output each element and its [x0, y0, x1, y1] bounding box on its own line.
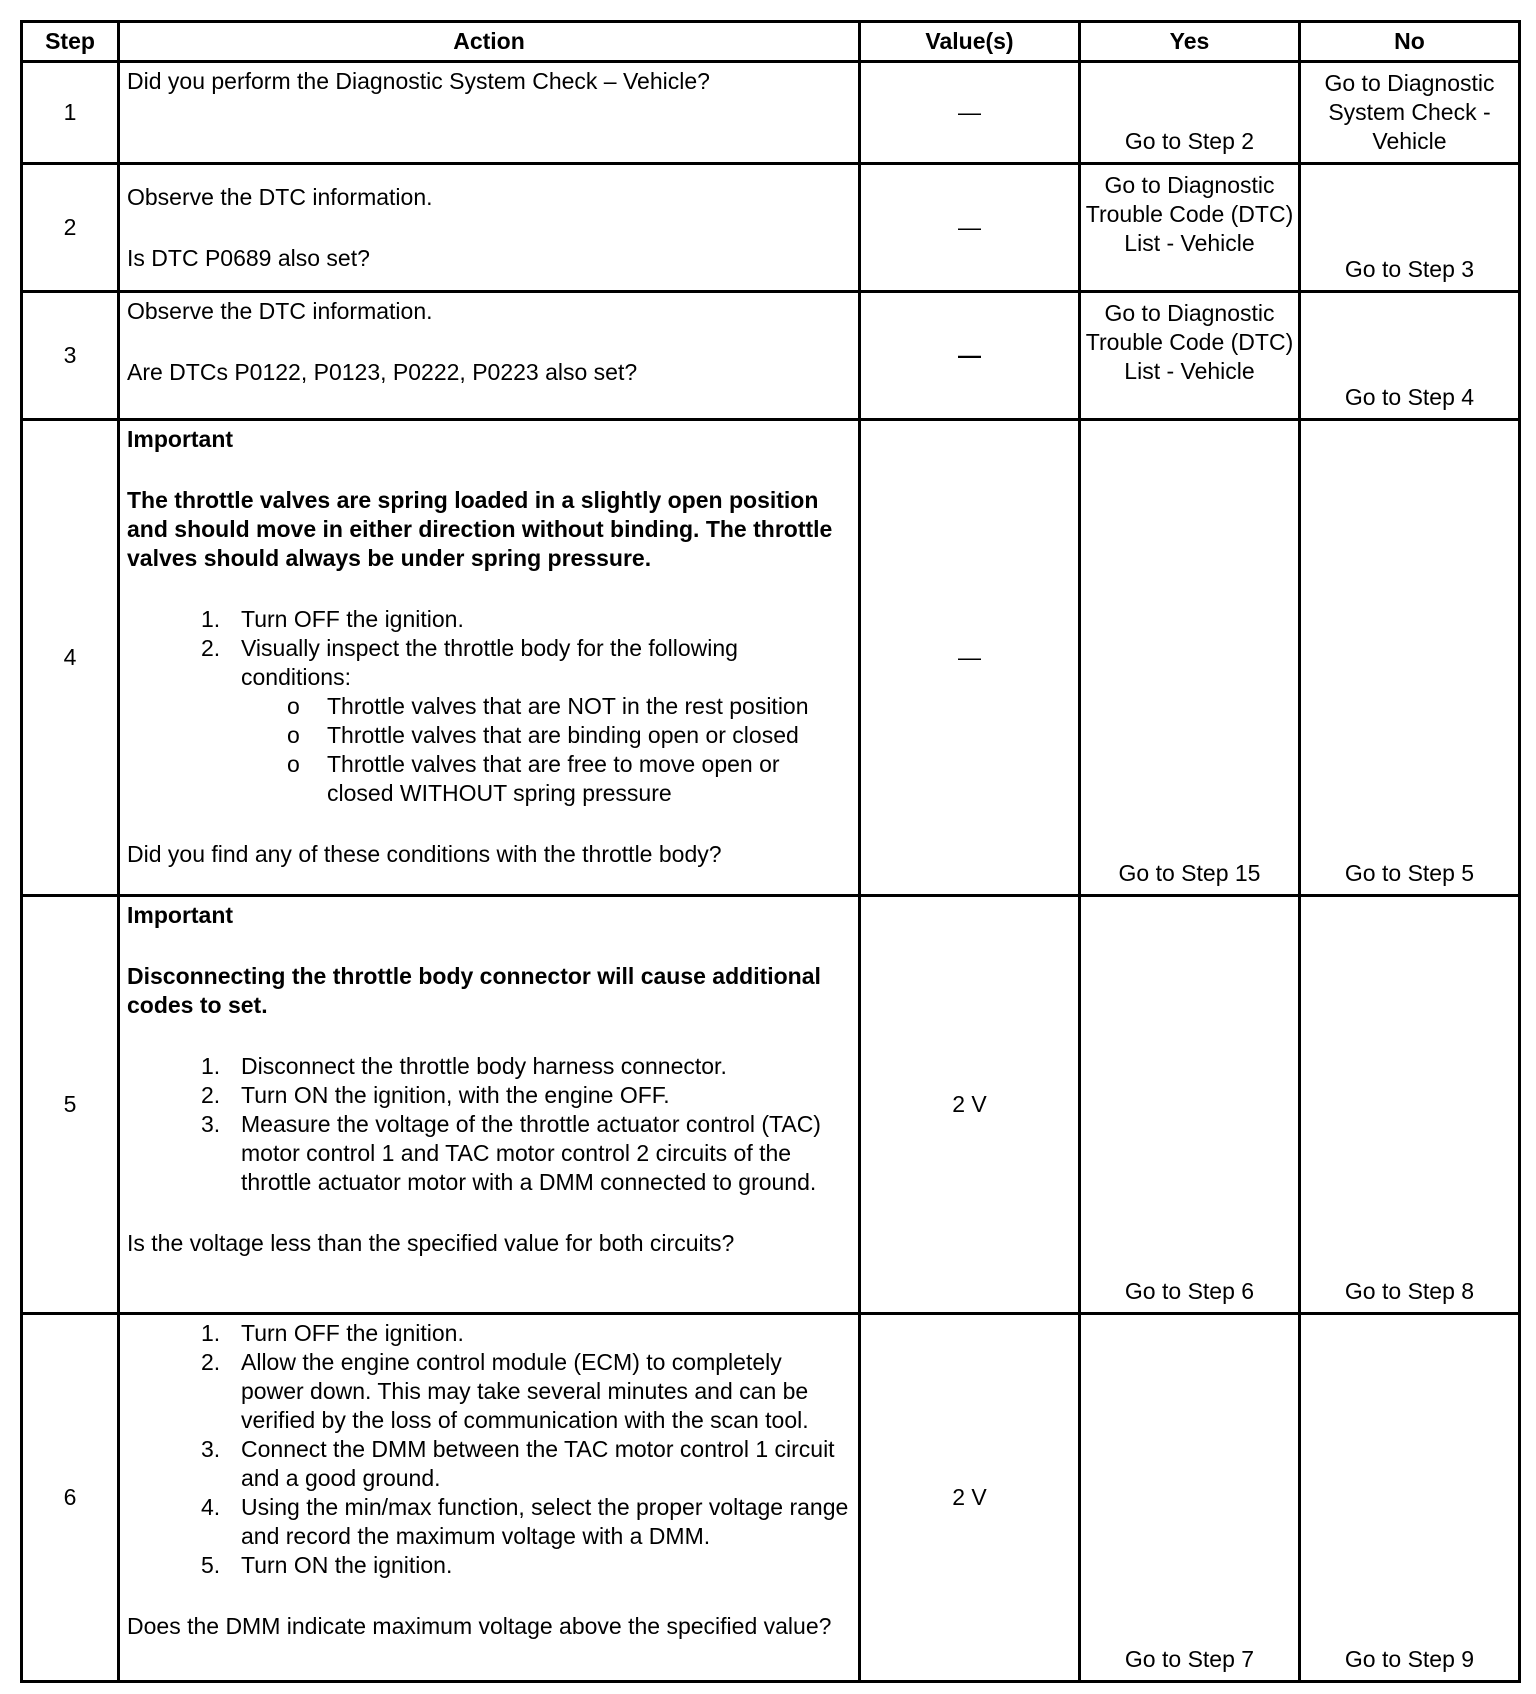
action-question: Is DTC P0689 also set? — [127, 245, 370, 271]
bullet-marker: o — [287, 693, 300, 719]
list-number: 4. — [201, 1494, 221, 1520]
value-cell: — — [860, 420, 1080, 896]
important-label: Important — [127, 426, 234, 452]
list-number: 2. — [201, 1082, 221, 1108]
yes-cell: Go to Step 15 — [1080, 420, 1300, 896]
step-number: 5 — [22, 896, 119, 1314]
list-text: Measure the voltage of the throttle actuator control (TAC) motor control 1 and TAC motor control 2 circuits of the throttle actuator motor with a DMM connected to ground. — [241, 1111, 821, 1195]
action-question: Did you find any of these conditions with the throttle body? — [127, 841, 722, 867]
list-text: Throttle valves that are NOT in the rest position — [327, 693, 809, 719]
list-item — [127, 1435, 850, 1493]
no-cell: Go to Diagnostic System Check - Vehicle — [1300, 62, 1520, 164]
action-question: Are DTCs P0122, P0123, P0222, P0223 also set? — [127, 359, 638, 385]
step-number: 1 — [22, 62, 119, 164]
bullet-marker: o — [287, 722, 300, 748]
header-values: Value(s) — [860, 22, 1080, 62]
no-cell: Go to Step 5 — [1300, 420, 1520, 896]
list-text: Allow the engine control module (ECM) to completely power down. This may take several minutes and can be verified by the loss of communication with the scan tool. — [241, 1349, 809, 1433]
value-cell: 2 V — [860, 1314, 1080, 1682]
list-item — [127, 750, 850, 808]
step-number: 2 — [22, 164, 119, 292]
procedure-list — [127, 1319, 850, 1580]
value-cell: 2 V — [860, 896, 1080, 1314]
list-text: Turn OFF the ignition. — [241, 606, 464, 632]
step-number: 4 — [22, 420, 119, 896]
table-row — [22, 164, 1520, 292]
list-text: Disconnect the throttle body harness connector. — [241, 1053, 727, 1079]
action-cell — [119, 420, 860, 896]
action-cell — [119, 1314, 860, 1682]
header-row — [22, 22, 1520, 62]
list-text: Turn ON the ignition. — [241, 1552, 453, 1578]
list-item — [127, 1110, 850, 1197]
important-note: Disconnecting the throttle body connector will cause additional codes to set. — [127, 963, 821, 1018]
list-number: 1. — [201, 1320, 221, 1346]
action-cell — [119, 164, 860, 292]
list-number: 1. — [201, 1053, 221, 1079]
action-cell — [119, 896, 860, 1314]
table-row — [22, 420, 1520, 896]
value-cell: — — [860, 164, 1080, 292]
list-item — [127, 1551, 850, 1580]
list-item — [127, 634, 850, 692]
list-text: Visually inspect the throttle body for the following conditions: — [241, 635, 738, 690]
bullet-marker: o — [287, 751, 300, 777]
list-number: 2. — [201, 635, 221, 661]
table-row — [22, 62, 1520, 164]
action-question: Does the DMM indicate maximum voltage above the specified value? — [127, 1613, 832, 1639]
important-label: Important — [127, 902, 234, 928]
list-text: Throttle valves that are binding open or closed — [327, 722, 799, 748]
list-number: 3. — [201, 1111, 221, 1137]
procedure-list — [127, 1052, 850, 1197]
action-cell — [119, 62, 860, 164]
step-number: 6 — [22, 1314, 119, 1682]
header-step: Step — [22, 22, 119, 62]
diagnostic-table — [20, 20, 1521, 1683]
procedure-list — [127, 605, 850, 692]
action-intro: Observe the DTC information. — [127, 298, 433, 324]
action-question: Did you perform the Diagnostic System Check – Vehicle? — [127, 68, 710, 94]
list-text: Turn OFF the ignition. — [241, 1320, 464, 1346]
list-text: Connect the DMM between the TAC motor control 1 circuit and a good ground. — [241, 1436, 835, 1491]
list-item — [127, 721, 850, 750]
yes-cell: Go to Step 6 — [1080, 896, 1300, 1314]
condition-list — [127, 692, 850, 808]
yes-cell: Go to Diagnostic Trouble Code (DTC) List - Vehicle — [1080, 164, 1300, 292]
table-row — [22, 896, 1520, 1314]
list-item — [127, 1319, 850, 1348]
list-item — [127, 1348, 850, 1435]
list-text: Throttle valves that are free to move open or closed WITHOUT spring pressure — [327, 751, 780, 806]
list-number: 3. — [201, 1436, 221, 1462]
action-cell — [119, 292, 860, 420]
yes-cell: Go to Step 2 — [1080, 62, 1300, 164]
step-number: 3 — [22, 292, 119, 420]
table-row — [22, 292, 1520, 420]
list-number: 2. — [201, 1349, 221, 1375]
action-intro: Observe the DTC information. — [127, 184, 433, 210]
value-cell: — — [860, 62, 1080, 164]
value-cell: — — [860, 292, 1080, 420]
list-number: 1. — [201, 606, 221, 632]
action-question: Is the voltage less than the specified value for both circuits? — [127, 1230, 735, 1256]
list-item — [127, 1493, 850, 1551]
list-item — [127, 605, 850, 634]
list-item — [127, 1052, 850, 1081]
no-cell: Go to Step 9 — [1300, 1314, 1520, 1682]
yes-cell: Go to Diagnostic Trouble Code (DTC) List - Vehicle — [1080, 292, 1300, 420]
no-cell: Go to Step 8 — [1300, 896, 1520, 1314]
table-row — [22, 1314, 1520, 1682]
header-yes: Yes — [1080, 22, 1300, 62]
list-text: Using the min/max function, select the proper voltage range and record the maximum voltage with a DMM. — [241, 1494, 849, 1549]
no-cell: Go to Step 4 — [1300, 292, 1520, 420]
list-text: Turn ON the ignition, with the engine OFF. — [241, 1082, 670, 1108]
header-no: No — [1300, 22, 1520, 62]
yes-cell: Go to Step 7 — [1080, 1314, 1300, 1682]
important-note: The throttle valves are spring loaded in a slightly open position and should move in either direction without binding. The throttle valves should always be under spring pressure. — [127, 487, 833, 571]
list-number: 5. — [201, 1552, 221, 1578]
list-item — [127, 1081, 850, 1110]
header-action: Action — [119, 22, 860, 62]
list-item — [127, 692, 850, 721]
no-cell: Go to Step 3 — [1300, 164, 1520, 292]
